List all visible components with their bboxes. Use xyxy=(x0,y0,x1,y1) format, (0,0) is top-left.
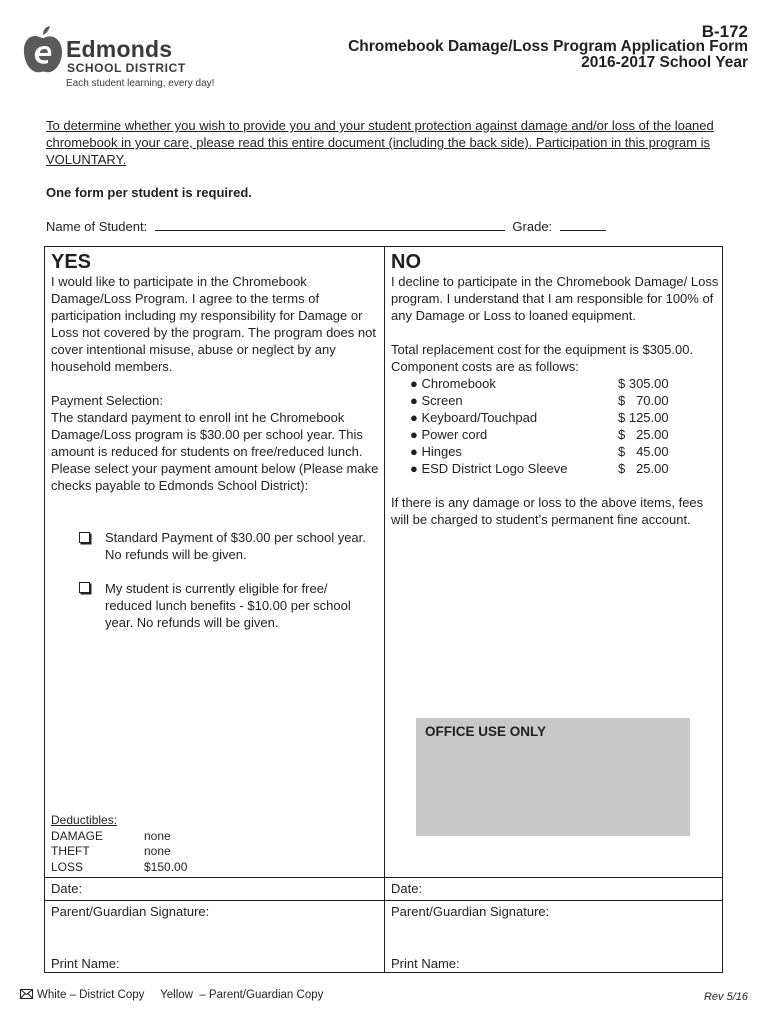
deductible-row: DAMAGE none xyxy=(51,828,171,843)
no-paragraph: I decline to participate in the Chromebook Damage/ Loss program. I understand that I am responsible for 100% of any Damage or Loss to loaned equipment. xyxy=(391,274,719,323)
student-name-field[interactable] xyxy=(155,220,505,231)
guardian-signature-field-no[interactable] xyxy=(391,921,719,949)
print-name-label-no: Print Name: xyxy=(391,956,460,971)
form-number: B-172 xyxy=(701,22,748,41)
guardian-signature-label-no: Parent/Guardian Signature: xyxy=(391,904,550,919)
deductibles-block xyxy=(51,813,187,875)
component-row: ● ESD District Logo Sleeve $ 25.00 xyxy=(410,461,669,476)
office-use-label: OFFICE USE ONLY xyxy=(425,724,547,739)
date-label-yes: Date: xyxy=(51,881,83,896)
date-field-yes[interactable] xyxy=(112,878,382,899)
district-logo-icon xyxy=(23,26,63,76)
payment-title: Payment Selection: xyxy=(51,393,164,408)
form-title-block xyxy=(348,39,748,71)
deductible-row: LOSS $150.00 xyxy=(51,859,188,874)
deductibles-title: Deductibles: xyxy=(51,813,118,827)
yes-paragraph: I would like to participate in the Chromebook Damage/Loss Program. I agree to the terms of participation including my responsibility for Damage or Loss not covered by the program. The program does not cover intentional misuse, abuse or neglect by any household members. xyxy=(51,274,376,374)
envelope-icon xyxy=(20,989,33,999)
grade-label: Grade: xyxy=(512,219,553,234)
student-name-label: Name of Student: xyxy=(46,219,148,234)
guardian-signature-label-yes: Parent/Guardian Signature: xyxy=(51,904,210,919)
components-intro: Component costs are as follows: xyxy=(391,359,579,374)
component-row: ● Hinges $ 45.00 xyxy=(410,444,669,459)
date-label-no: Date: xyxy=(391,881,423,896)
no-heading: NO xyxy=(391,251,421,273)
component-row: ● Chromebook $ 305.00 xyxy=(410,376,669,391)
print-name-label-yes: Print Name: xyxy=(51,956,120,971)
copy-distribution xyxy=(20,989,323,1001)
yes-heading: YES xyxy=(51,251,92,273)
copy-distribution-text: White – District Copy Yellow – Parent/Guardian Copy xyxy=(37,989,324,1001)
deductible-row: THEFT none xyxy=(51,844,171,858)
column-divider xyxy=(384,246,385,973)
component-row: ● Screen $ 70.00 xyxy=(410,393,669,408)
standard-payment-label: Standard Payment of $30.00 per school year. No refunds will be given. xyxy=(105,530,366,562)
component-row: ● Power cord $ 25.00 xyxy=(410,427,669,442)
intro-text: To determine whether you wish to provide you and your student protection against damage and/or loss of the loaned chromebook in your care, please read this entire document (including the back side). Participation in this program is VOLUNTARY. xyxy=(46,118,714,167)
date-field-no[interactable] xyxy=(430,878,720,899)
total-cost: Total replacement cost for the equipment is $305.00. xyxy=(391,342,694,357)
name-grade-row xyxy=(46,219,606,234)
guardian-signature-field-yes[interactable] xyxy=(51,921,381,949)
component-row: ● Keyboard/Touchpad $ 125.00 xyxy=(410,410,669,425)
grade-field[interactable] xyxy=(560,220,606,231)
signature-row-divider xyxy=(44,900,723,901)
form-title: Chromebook Damage/Loss Program Application Form xyxy=(348,38,748,55)
school-year: 2016-2017 School Year xyxy=(581,54,748,71)
standard-payment-checkbox[interactable] xyxy=(79,532,90,543)
reduced-payment-checkbox[interactable] xyxy=(79,582,90,593)
logo-name: Edmonds xyxy=(66,36,173,62)
revision-label: Rev 5/16 xyxy=(703,991,748,1003)
fees-note: If there is any damage or loss to the above items, fees will be charged to student’s permanent fine account. xyxy=(391,495,704,527)
required-note: One form per student is required. xyxy=(46,185,252,200)
payment-text: The standard payment to enroll int he Chromebook Damage/Loss program is $30.00 per school year. This amount is reduced for students on free/reduced lunch. Please select your payment amount below (Please make checks payable to Edmonds School District): xyxy=(51,410,379,493)
reduced-payment-label: My student is currently eligible for free/ reduced lunch benefits - $10.00 per school year. No refunds will be given. xyxy=(105,581,351,630)
office-use-box xyxy=(416,718,690,836)
logo-district: SCHOOL DISTRICT xyxy=(67,61,186,75)
logo-tagline: Each student learning, every day! xyxy=(66,78,215,89)
